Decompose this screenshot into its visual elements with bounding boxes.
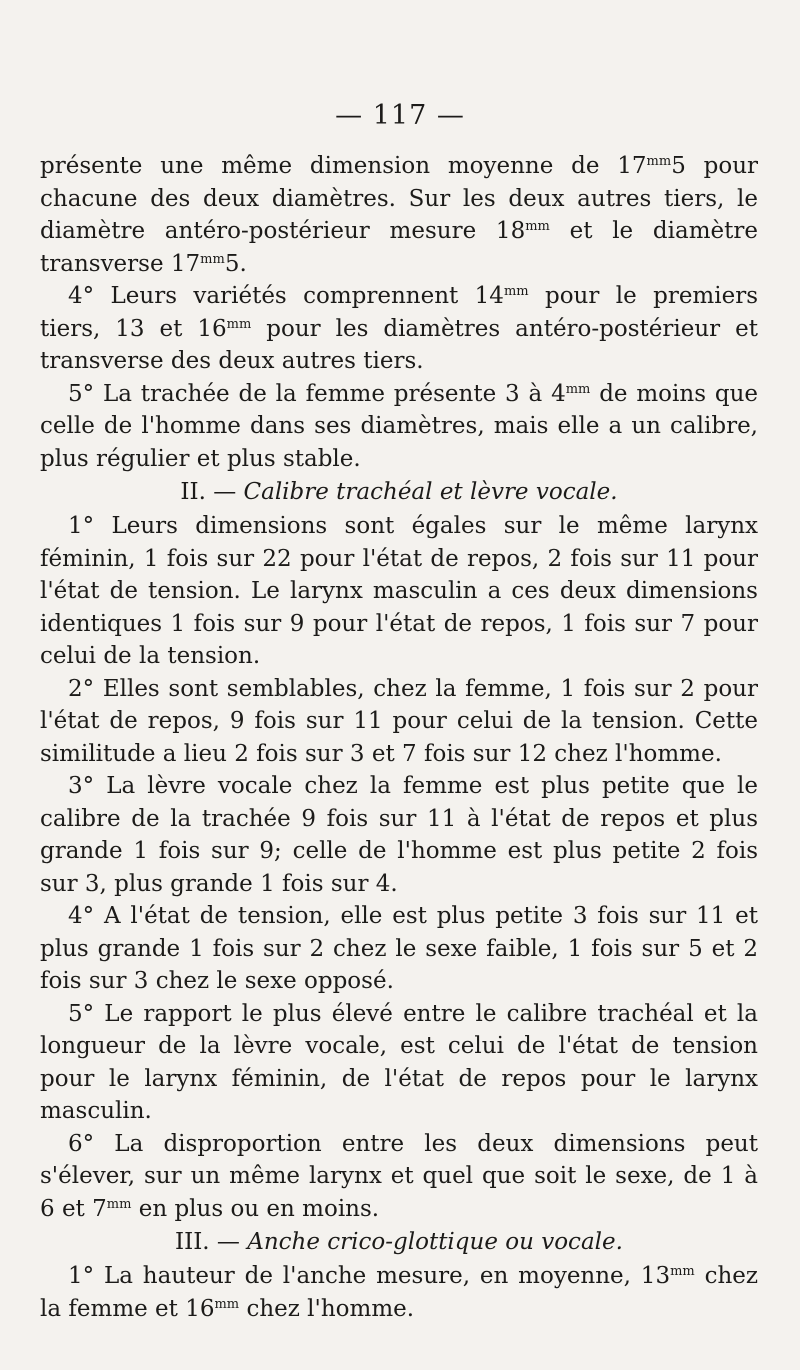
section-heading-2: II. — Calibre trachéal et lèvre vocale. [180,479,618,505]
section-heading-3: III. — Anche crico-glottique ou vocale. [175,1229,623,1255]
section-2-paragraph-3: 3° La lèvre vocale chez la femme est plus petite que le calibre de la trachée 9 fois sur 11 à l'état de repos et plus grande 1 fois sur 9; celle de l'homme est plus petite 2 fois sur 3, plus grande 1 fois sur 4. [40,773,758,897]
paragraph-continuation: présente une même dimension moyenne de $17^{mm}5$ pour chacune des deux diamètres. Sur les deux autres tiers, le diamètre antéro-postérieur mesure $18^{mm}$ et le diamètre transverse $17^{mm}5$. [40,153,758,277]
body-text [40,150,758,1325]
paragraph-5: 5° La trachée de la femme présente 3 à $4^{mm}$ de moins que celle de l'homme dans ses diamètres, mais elle a un calibre, plus régulier et plus stable. [40,380,758,472]
section-2-paragraph-5: 5° Le rapport le plus élevé entre le calibre trachéal et la longueur de la lèvre vocale, est celui de l'état de tension pour le larynx féminin, de l'état de repos pour le larynx masculin. [40,1000,758,1124]
section-2-paragraph-1: 1° Leurs dimensions sont égales sur le même larynx féminin, 1 fois sur 22 pour l'état de repos, 2 fois sur 11 pour l'état de tension. Le larynx masculin a ces deux dimensions identiques 1 fois sur 9 pour l'état de repos, 1 fois sur 7 pour celui de la tension. [40,513,758,669]
page-number: — 117 — [335,100,465,131]
section-2-paragraph-4: 4° A l'état de tension, elle est plus petite 3 fois sur 11 et plus grande 1 fois sur 2 chez le sexe faible, 1 fois sur 5 et 2 fois sur 3 chez le sexe opposé. [40,903,758,994]
section-2-paragraph-6: 6° La disproportion entre les deux dimensions peut s'élever, sur un même larynx et quel que soit le sexe, de 1 à 6 et $7^{mm}$ en plus ou en moins. [40,1130,758,1222]
section-2-paragraph-2: 2° Elles sont semblables, chez la femme, 1 fois sur 2 pour l'état de repos, 9 fois sur 11 pour celui de la tension. Cette similitude a lieu 2 fois sur 3 et 7 fois sur 12 chez l'homme. [40,675,758,767]
section-3-paragraph-1: 1° La hauteur de l'anche mesure, en moyenne, $13^{mm}$ chez la femme et $16^{mm}$ chez l'homme. [40,1263,758,1322]
paragraph-4: 4° Leurs variétés comprennent $14^{mm}$ pour le premiers tiers, 13 et $16^{mm}$ pour les diamètres antéro-postérieur et transverse des deux autres tiers. [40,283,759,374]
